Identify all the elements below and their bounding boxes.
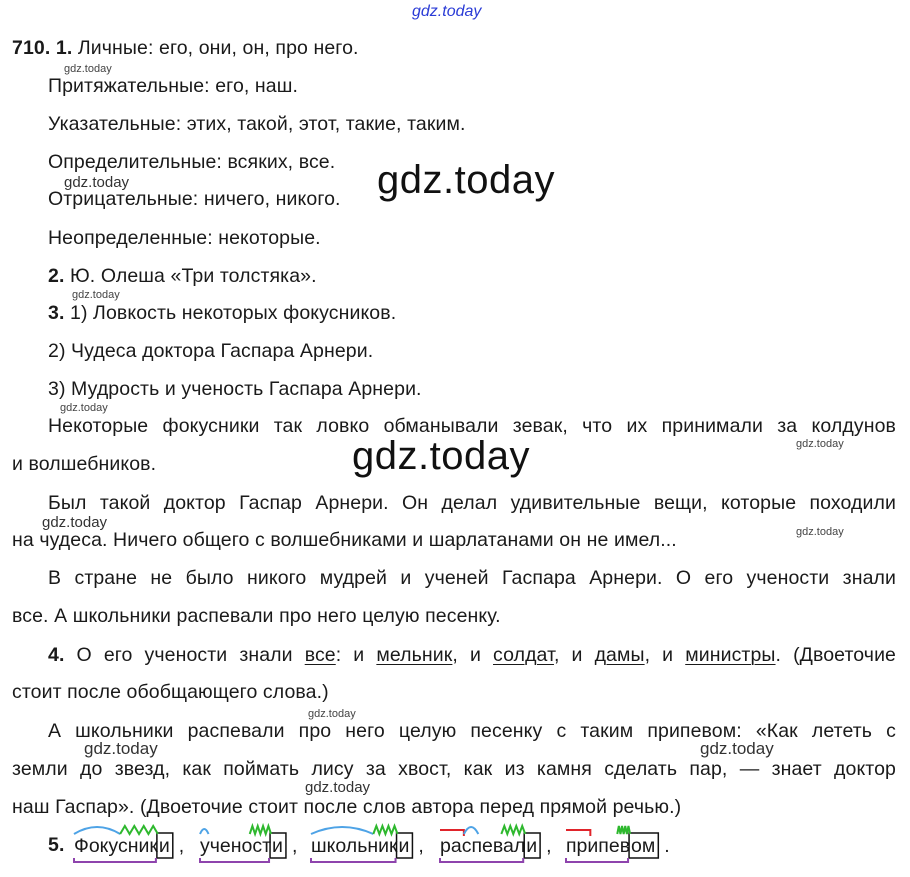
word-stem: школьник <box>311 835 398 857</box>
watermark-small: gdz.today <box>64 174 130 191</box>
suffix-mark <box>617 826 630 834</box>
word-stem: Фокусник <box>74 835 158 857</box>
word-ending: и <box>158 835 170 857</box>
suffix-mark <box>501 826 525 834</box>
pronouns-attributive: Определительные: всяких, все. <box>48 151 336 173</box>
suffix-mark <box>250 826 271 834</box>
watermark-small: gdz.today <box>796 526 844 538</box>
watermark-small: gdz.today <box>308 708 356 720</box>
part-2-number: 2. <box>48 265 65 287</box>
text-span: , и <box>553 644 595 666</box>
paragraph-line: на чудеса. Ничего общего с волшебниками и шарлатанами он не имел... <box>12 529 677 551</box>
paragraph-line: все. А школьники распевали про него целую песенку. <box>12 605 501 627</box>
watermark-small: gdz.today <box>796 438 844 450</box>
pronouns-possessive: Притяжательные: его, наш. <box>48 75 299 97</box>
word-base-mark <box>566 858 628 862</box>
text-span: . (Двоеточие <box>775 644 897 666</box>
part-4-number: 4. <box>48 644 65 666</box>
paragraph-line: А школьники распевали про него целую песенку с таким припевом: «Как лететь с <box>48 720 896 742</box>
task-number: 710. <box>12 37 51 59</box>
part-5-number: 5. <box>48 834 65 856</box>
watermark-large: gdz.today <box>377 158 555 202</box>
homogeneous-member: дамы <box>594 644 645 666</box>
comma: , <box>418 835 424 857</box>
pronouns-indefinite: Неопределенные: некоторые. <box>48 227 321 249</box>
suffix-mark <box>373 826 397 834</box>
paragraph-line: Был такой доктор Гаспар Арнери. Он делал удивительные вещи, которые походили <box>48 492 896 514</box>
text-span: О его учености знали <box>76 644 305 666</box>
word-base-mark <box>311 858 396 862</box>
word-stem: распевал <box>440 835 526 857</box>
plan-item: 1) Ловкость некоторых фокусников. <box>70 302 397 324</box>
text-span: , и <box>644 644 686 666</box>
watermark-small: gdz.today <box>60 402 108 414</box>
suffix-mark <box>120 826 158 834</box>
paragraph-line: В стране не было никого мудрей и ученей Гаспара Арнери. О его учености знали <box>48 567 896 589</box>
homogeneous-member: министры <box>685 644 776 666</box>
period: . <box>664 835 670 857</box>
homogeneous-member: мельник <box>376 644 453 666</box>
root-arc <box>464 827 478 834</box>
watermark-small: gdz.today <box>72 289 120 301</box>
comma: , <box>546 835 552 857</box>
paragraph-line: наш Гаспар». (Двоеточие стоит после слов автора перед прямой речью.) <box>12 796 682 818</box>
word-ending: и <box>398 835 410 857</box>
watermark-small: gdz.today <box>64 63 112 75</box>
comma: , <box>291 835 298 857</box>
book-title: Ю. Олеша «Три толстяка». <box>70 265 317 287</box>
part-1-number: 1. <box>55 37 73 59</box>
watermark-top: gdz.today <box>412 3 482 20</box>
watermark-small: gdz.today <box>42 514 108 531</box>
pronouns-personal: Личные: его, они, он, про него. <box>77 37 359 59</box>
plan-item: 3) Мудрость и ученость Гаспара Арнери. <box>48 378 422 400</box>
watermark-small: gdz.today <box>700 739 774 758</box>
word-base-mark <box>440 858 523 862</box>
paragraph-line: стоит после обобщающего слова.) <box>12 681 329 703</box>
word-base-mark <box>200 858 269 862</box>
comma: , <box>178 835 185 857</box>
word-ending: ом <box>631 835 656 857</box>
word-stem: припев <box>566 835 631 857</box>
root-arc <box>200 829 209 834</box>
root-arc <box>74 827 120 834</box>
root-arc <box>311 827 373 834</box>
word-base-mark <box>74 858 156 862</box>
text-span: , и <box>452 644 494 666</box>
paragraph-line: земли до звезд, как поймать лису за хвост, как из камня сделать пар, — знает доктор <box>12 758 896 780</box>
word-ending: и <box>272 835 283 857</box>
pronouns-demonstrative: Указательные: этих, такой, этот, такие, таким. <box>48 113 466 135</box>
watermark-large: gdz.today <box>352 434 530 478</box>
paragraph-line: и волшебников. <box>12 453 157 475</box>
watermark-small: gdz.today <box>305 779 371 796</box>
paragraph-line: Некоторые фокусники так ловко обманывали зевак, что их принимали за колдунов <box>48 415 896 437</box>
part-3-number: 3. <box>48 302 65 324</box>
text-span: : и <box>335 644 377 666</box>
homogeneous-member: солдат <box>493 644 554 666</box>
word-ending: и <box>526 835 538 857</box>
watermark-small: gdz.today <box>84 739 158 758</box>
pronouns-negative: Отрицательные: ничего, никого. <box>48 188 341 210</box>
word-stem: ученост <box>200 835 272 857</box>
generalizing-word: все <box>304 644 336 666</box>
plan-item: 2) Чудеса доктора Гаспара Арнери. <box>48 340 374 362</box>
